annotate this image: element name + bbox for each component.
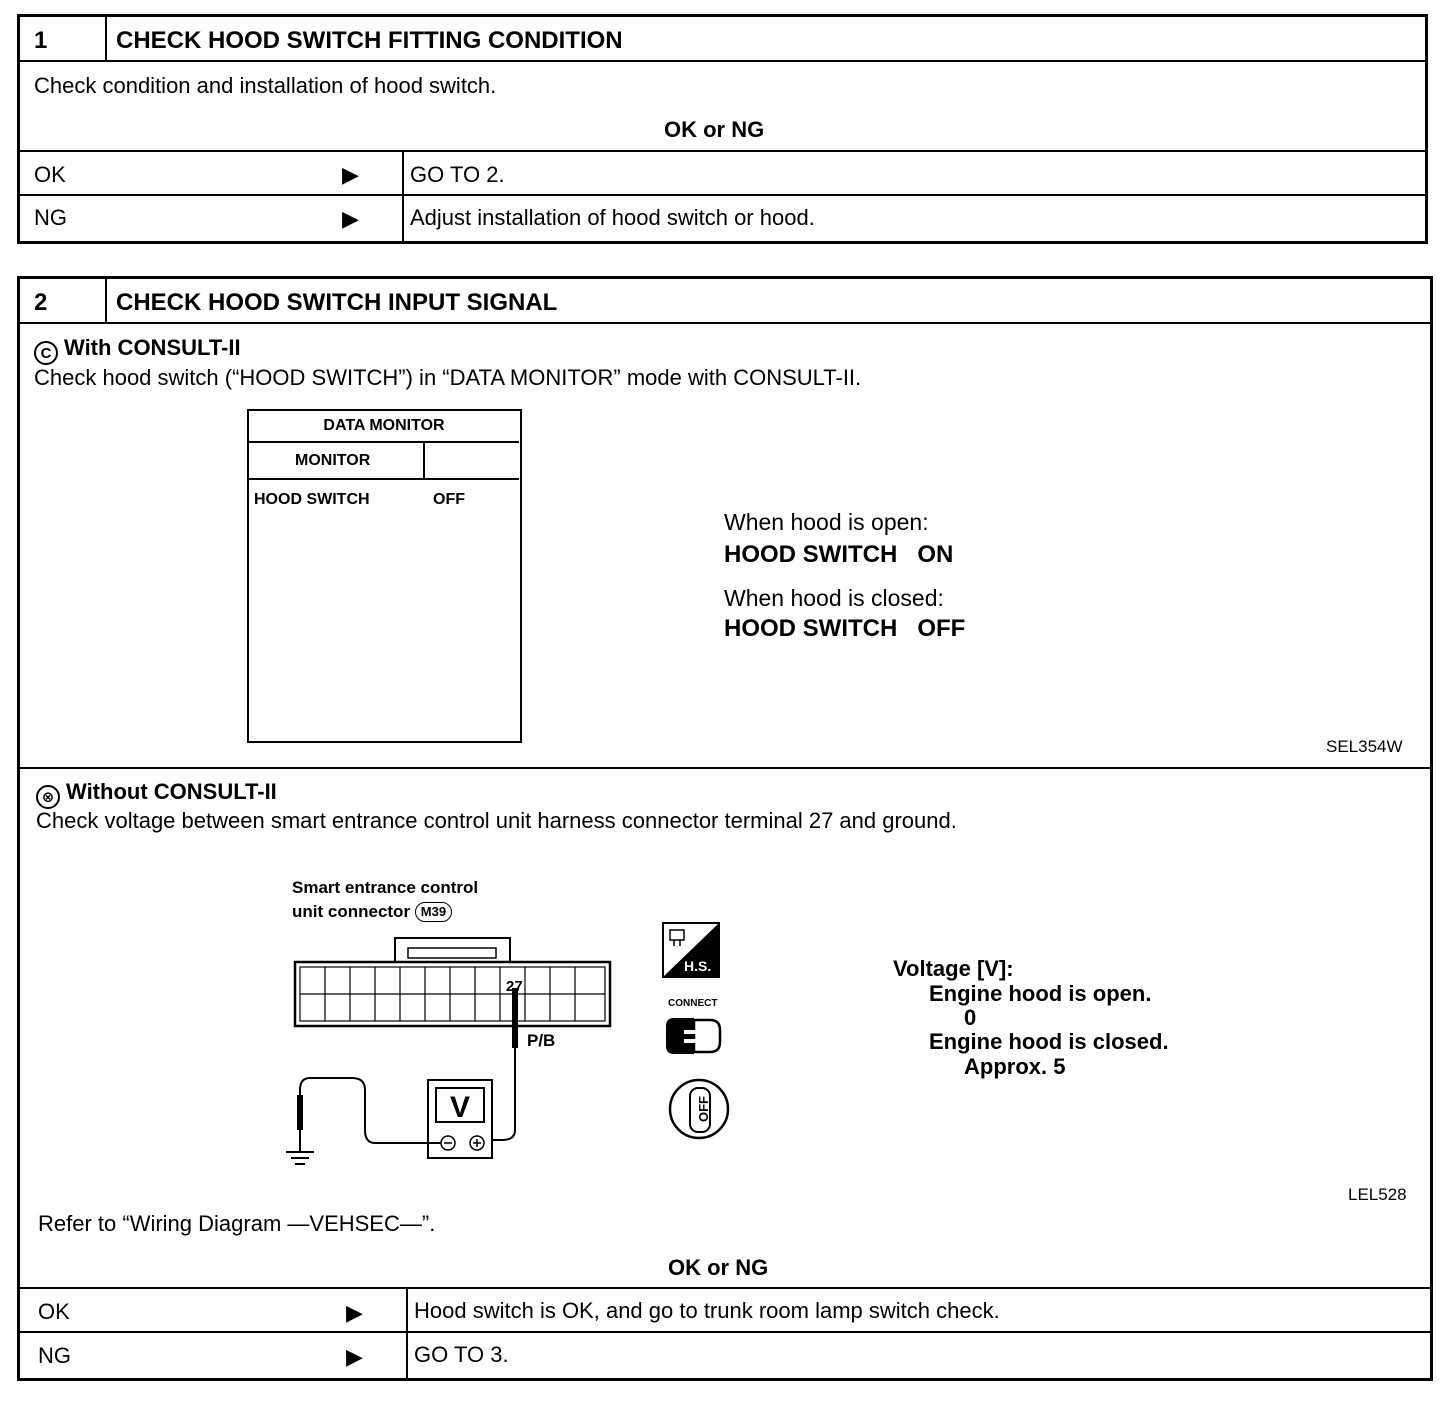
step2-ng-arrow-icon: ▶ — [346, 1344, 363, 1369]
connect-label: CONNECT — [668, 998, 718, 1009]
consult-icon: C — [34, 341, 58, 365]
step1-ng-action: Adjust installation of hood switch or hood. — [410, 205, 815, 230]
step1-ng-arrow-icon: ▶ — [342, 206, 359, 231]
hs-label: H.S. — [684, 958, 712, 974]
voltage-heading: Voltage [V]: — [893, 956, 1014, 981]
step2-ok-label: OK — [38, 1299, 70, 1324]
wiring-reference: Refer to “Wiring Diagram —VEHSEC—”. — [38, 1211, 436, 1236]
step1-result-header: OK or NG — [664, 117, 765, 142]
step1-ok-action: GO TO 2. — [410, 162, 505, 187]
step2-number-divider — [105, 278, 107, 323]
connector-id-badge: M39 — [415, 902, 452, 922]
without-consult-heading-text: Without CONSULT-II — [66, 779, 277, 804]
step1-number: 1 — [34, 27, 48, 54]
consult-section-divider — [19, 767, 1431, 769]
connector-diagram — [280, 930, 620, 1175]
step1-ng-row-top — [19, 194, 1426, 196]
monitor-header: MONITOR — [295, 452, 371, 469]
hood-open-value: HOOD SWITCH ON — [724, 541, 954, 568]
step2-ng-row-top — [19, 1331, 1431, 1333]
step2-ng-action: GO TO 3. — [414, 1342, 509, 1367]
no-consult-icon: ⊗ — [36, 785, 60, 809]
monitor-value: OFF — [433, 491, 465, 508]
hood-open-label: When hood is open: — [724, 509, 929, 535]
step2-result-header: OK or NG — [668, 1255, 769, 1280]
wire-color: P/B — [527, 1031, 556, 1050]
figure-code-lel528: LEL528 — [1348, 1185, 1407, 1204]
step2-ng-label: NG — [38, 1343, 71, 1368]
step1-ok-label: OK — [34, 162, 66, 187]
meter-symbol: V — [450, 1091, 471, 1124]
without-consult-instruction: Check voltage between smart entrance control unit harness connector terminal 27 and ground. — [36, 808, 957, 833]
closed-voltage: Approx. 5 — [964, 1054, 1066, 1079]
step2-ok-arrow-icon: ▶ — [346, 1300, 363, 1325]
step2-ok-row-top — [19, 1287, 1431, 1289]
connector-label-line2 — [292, 902, 452, 922]
closed-condition: Engine hood is closed. — [929, 1029, 1169, 1054]
open-condition: Engine hood is open. — [929, 981, 1152, 1006]
step1-instruction: Check condition and installation of hood switch. — [34, 73, 497, 98]
step2-number: 2 — [34, 289, 48, 316]
figure-code-sel354w: SEL354W — [1326, 737, 1403, 756]
hood-switch-icon — [662, 922, 720, 978]
step1-result-divider — [402, 151, 404, 241]
open-voltage: 0 — [964, 1005, 977, 1030]
step1-title-divider — [19, 60, 1426, 62]
step1-ng-label: NG — [34, 205, 67, 230]
terminal-number: 27 — [506, 978, 523, 995]
step2-ok-action: Hood switch is OK, and go to trunk room lamp switch check. — [414, 1298, 1000, 1323]
data-monitor-screen — [247, 409, 522, 743]
monitor-title: DATA MONITOR — [323, 417, 445, 434]
with-consult-instruction: Check hood switch (“HOOD SWITCH”) in “DATA MONITOR” mode with CONSULT-II. — [34, 365, 862, 390]
step2-result-divider — [406, 1288, 408, 1378]
connector-label-line1: Smart entrance control — [292, 878, 479, 897]
step1-number-divider — [105, 16, 107, 61]
step1-title: CHECK HOOD SWITCH FITTING CONDITION — [116, 27, 623, 54]
with-consult-heading — [34, 335, 241, 365]
hood-closed-value: HOOD SWITCH OFF — [724, 615, 966, 642]
monitor-item: HOOD SWITCH — [254, 491, 370, 508]
without-consult-heading — [36, 779, 277, 809]
with-consult-heading-text: With CONSULT-II — [64, 335, 241, 360]
key-off-label: OFF — [696, 1096, 711, 1122]
step2-title: CHECK HOOD SWITCH INPUT SIGNAL — [116, 289, 558, 316]
connect-icon — [664, 1012, 724, 1060]
step1-ok-row-top — [19, 150, 1426, 152]
step1-ok-arrow-icon: ▶ — [342, 162, 359, 187]
step2-title-divider — [19, 322, 1431, 324]
connector-label-text: unit connector — [292, 902, 411, 921]
hood-closed-label: When hood is closed: — [724, 585, 944, 611]
